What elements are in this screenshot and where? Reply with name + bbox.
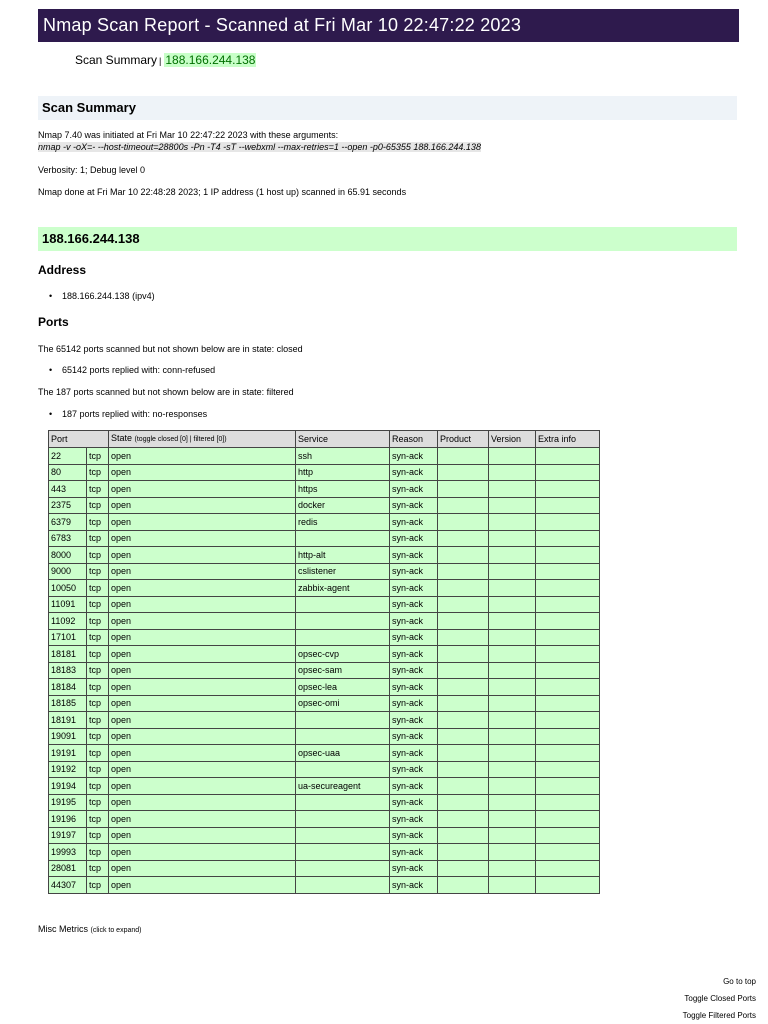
port-reason-cell: syn-ack	[390, 497, 438, 514]
port-proto-cell: tcp	[87, 695, 109, 712]
port-version-cell	[489, 448, 536, 465]
port-state-cell: open	[109, 728, 296, 745]
closed-reason-item: • 65142 ports replied with: conn-refused	[62, 364, 215, 376]
port-version-cell	[489, 695, 536, 712]
port-proto-cell: tcp	[87, 778, 109, 795]
port-reason-cell: syn-ack	[390, 778, 438, 795]
port-state-cell: open	[109, 530, 296, 547]
port-extra-cell	[536, 728, 600, 745]
port-state-cell: open	[109, 646, 296, 663]
port-extra-cell	[536, 679, 600, 696]
port-proto-cell: tcp	[87, 712, 109, 729]
port-port-cell: 6783	[49, 530, 87, 547]
toggle-closed-ports-link[interactable]: Toggle Closed Ports	[684, 994, 756, 1003]
top-nav	[75, 51, 256, 70]
port-product-cell	[438, 613, 489, 630]
port-reason-cell: syn-ack	[390, 877, 438, 894]
port-product-cell	[438, 844, 489, 861]
port-product-cell	[438, 481, 489, 498]
port-version-cell	[489, 596, 536, 613]
port-reason-cell: syn-ack	[390, 464, 438, 481]
port-proto-cell: tcp	[87, 877, 109, 894]
port-product-cell	[438, 679, 489, 696]
port-version-cell	[489, 844, 536, 861]
port-extra-cell	[536, 761, 600, 778]
port-state-cell: open	[109, 877, 296, 894]
port-product-cell	[438, 514, 489, 531]
port-extra-cell	[536, 844, 600, 861]
port-port-cell: 19993	[49, 844, 87, 861]
port-product-cell	[438, 745, 489, 762]
table-row	[49, 877, 600, 894]
port-product-cell	[438, 761, 489, 778]
port-version-cell	[489, 745, 536, 762]
port-reason-cell: syn-ack	[390, 481, 438, 498]
port-version-cell	[489, 497, 536, 514]
port-version-cell	[489, 481, 536, 498]
port-reason-cell: syn-ack	[390, 563, 438, 580]
port-state-cell: open	[109, 679, 296, 696]
port-service-cell: ua-secureagent	[296, 778, 390, 795]
port-service-cell: opsec-uaa	[296, 745, 390, 762]
report-title: Nmap Scan Report - Scanned at Fri Mar 10 22:47:22 2023	[38, 9, 739, 42]
port-version-cell	[489, 464, 536, 481]
go-to-top-link[interactable]: Go to top	[723, 977, 756, 986]
port-product-cell	[438, 877, 489, 894]
table-row	[49, 547, 600, 564]
extra-info-column-header: Extra info	[536, 431, 600, 448]
port-extra-cell	[536, 629, 600, 646]
port-proto-cell: tcp	[87, 662, 109, 679]
port-state-cell: open	[109, 547, 296, 564]
port-version-cell	[489, 761, 536, 778]
port-version-cell	[489, 877, 536, 894]
port-extra-cell	[536, 596, 600, 613]
port-version-cell	[489, 860, 536, 877]
port-port-cell: 19191	[49, 745, 87, 762]
port-port-cell: 19192	[49, 761, 87, 778]
port-port-cell: 19197	[49, 827, 87, 844]
product-column-header: Product	[438, 431, 489, 448]
version-column-header: Version	[489, 431, 536, 448]
port-proto-cell: tcp	[87, 629, 109, 646]
port-service-cell	[296, 827, 390, 844]
reason-column-header: Reason	[390, 431, 438, 448]
port-service-cell	[296, 613, 390, 630]
verbosity-text: Verbosity: 1; Debug level 0	[38, 165, 146, 175]
port-proto-cell: tcp	[87, 580, 109, 597]
port-port-cell: 9000	[49, 563, 87, 580]
port-extra-cell	[536, 514, 600, 531]
table-row	[49, 464, 600, 481]
table-row	[49, 596, 600, 613]
port-state-cell: open	[109, 580, 296, 597]
port-port-cell: 19091	[49, 728, 87, 745]
port-service-cell	[296, 811, 390, 828]
port-state-cell: open	[109, 860, 296, 877]
scan-summary-link[interactable]: Scan Summary	[75, 53, 158, 67]
port-port-cell: 2375	[49, 497, 87, 514]
nav-separator: |	[159, 56, 162, 66]
toggle-filtered-ports-link[interactable]: Toggle Filtered Ports	[682, 1011, 756, 1020]
port-port-cell: 80	[49, 464, 87, 481]
port-product-cell	[438, 497, 489, 514]
port-service-cell: opsec-lea	[296, 679, 390, 696]
port-service-cell: cslistener	[296, 563, 390, 580]
table-row	[49, 481, 600, 498]
port-product-cell	[438, 728, 489, 745]
port-state-cell: open	[109, 629, 296, 646]
port-proto-cell: tcp	[87, 844, 109, 861]
port-service-cell: zabbix-agent	[296, 580, 390, 597]
port-state-cell: open	[109, 778, 296, 795]
port-state-cell: open	[109, 563, 296, 580]
port-service-cell: opsec-sam	[296, 662, 390, 679]
port-extra-cell	[536, 497, 600, 514]
port-port-cell: 10050	[49, 580, 87, 597]
port-state-cell: open	[109, 448, 296, 465]
port-extra-cell	[536, 778, 600, 795]
port-version-cell	[489, 662, 536, 679]
port-port-cell: 18181	[49, 646, 87, 663]
port-state-cell: open	[109, 695, 296, 712]
port-reason-cell: syn-ack	[390, 827, 438, 844]
table-header-row	[49, 431, 600, 448]
table-row	[49, 563, 600, 580]
port-extra-cell	[536, 448, 600, 465]
port-extra-cell	[536, 877, 600, 894]
port-reason-cell: syn-ack	[390, 745, 438, 762]
port-product-cell	[438, 695, 489, 712]
port-reason-cell: syn-ack	[390, 448, 438, 465]
table-row	[49, 827, 600, 844]
filtered-ports-text: The 187 ports scanned but not shown below are in state: filtered	[38, 387, 294, 397]
table-row	[49, 811, 600, 828]
address-item: • 188.166.244.138 (ipv4)	[62, 290, 155, 302]
ports-heading: Ports	[38, 315, 69, 329]
port-version-cell	[489, 778, 536, 795]
port-proto-cell: tcp	[87, 563, 109, 580]
scan-summary-heading: Scan Summary	[38, 96, 737, 120]
port-product-cell	[438, 778, 489, 795]
port-state-cell: open	[109, 596, 296, 613]
port-proto-cell: tcp	[87, 497, 109, 514]
port-state-cell: open	[109, 794, 296, 811]
port-reason-cell: syn-ack	[390, 794, 438, 811]
table-row	[49, 580, 600, 597]
port-service-cell	[296, 596, 390, 613]
port-service-cell	[296, 761, 390, 778]
port-service-cell: http-alt	[296, 547, 390, 564]
port-product-cell	[438, 662, 489, 679]
port-state-cell: open	[109, 514, 296, 531]
port-reason-cell: syn-ack	[390, 811, 438, 828]
port-version-cell	[489, 563, 536, 580]
port-port-cell: 19195	[49, 794, 87, 811]
port-proto-cell: tcp	[87, 794, 109, 811]
misc-metrics-toggle[interactable]	[38, 924, 141, 934]
port-state-cell: open	[109, 844, 296, 861]
port-port-cell: 18185	[49, 695, 87, 712]
port-proto-cell: tcp	[87, 464, 109, 481]
port-proto-cell: tcp	[87, 728, 109, 745]
port-port-cell: 11092	[49, 613, 87, 630]
port-version-cell	[489, 646, 536, 663]
port-reason-cell: syn-ack	[390, 860, 438, 877]
port-service-cell: ssh	[296, 448, 390, 465]
state-header-label: State	[111, 433, 133, 443]
port-reason-cell: syn-ack	[390, 761, 438, 778]
port-extra-cell	[536, 860, 600, 877]
port-proto-cell: tcp	[87, 613, 109, 630]
port-reason-cell: syn-ack	[390, 679, 438, 696]
port-proto-cell: tcp	[87, 481, 109, 498]
table-row	[49, 761, 600, 778]
port-reason-cell: syn-ack	[390, 662, 438, 679]
port-version-cell	[489, 629, 536, 646]
table-row	[49, 530, 600, 547]
port-product-cell	[438, 530, 489, 547]
state-column-header	[109, 431, 296, 448]
port-port-cell: 19196	[49, 811, 87, 828]
port-state-cell: open	[109, 481, 296, 498]
port-port-cell: 6379	[49, 514, 87, 531]
port-service-cell	[296, 728, 390, 745]
port-extra-cell	[536, 547, 600, 564]
port-extra-cell	[536, 662, 600, 679]
scan-arguments: nmap -v -oX=- --host-timeout=28800s -Pn -T4 -sT --webxml --max-retries=1 --open -p0-65355 188.166.244.138	[38, 142, 481, 152]
port-reason-cell: syn-ack	[390, 844, 438, 861]
port-port-cell: 28081	[49, 860, 87, 877]
port-product-cell	[438, 464, 489, 481]
port-proto-cell: tcp	[87, 596, 109, 613]
port-product-cell	[438, 827, 489, 844]
port-version-cell	[489, 580, 536, 597]
port-service-cell: opsec-cvp	[296, 646, 390, 663]
port-product-cell	[438, 860, 489, 877]
port-extra-cell	[536, 481, 600, 498]
port-service-cell	[296, 860, 390, 877]
port-reason-cell: syn-ack	[390, 695, 438, 712]
port-service-cell: opsec-omi	[296, 695, 390, 712]
port-proto-cell: tcp	[87, 646, 109, 663]
initiated-line: Nmap 7.40 was initiated at Fri Mar 10 22:47:22 2023 with these arguments:	[38, 130, 339, 140]
port-reason-cell: syn-ack	[390, 547, 438, 564]
port-state-cell: open	[109, 464, 296, 481]
port-reason-cell: syn-ack	[390, 580, 438, 597]
port-extra-cell	[536, 646, 600, 663]
port-service-cell	[296, 844, 390, 861]
port-proto-cell: tcp	[87, 547, 109, 564]
port-service-cell	[296, 629, 390, 646]
port-service-cell: http	[296, 464, 390, 481]
port-proto-cell: tcp	[87, 530, 109, 547]
misc-metrics-hint: (click to expand)	[90, 927, 142, 934]
port-port-cell: 8000	[49, 547, 87, 564]
port-service-cell	[296, 712, 390, 729]
host-heading: 188.166.244.138	[38, 227, 737, 251]
port-port-cell: 19194	[49, 778, 87, 795]
port-product-cell	[438, 448, 489, 465]
port-version-cell	[489, 547, 536, 564]
port-version-cell	[489, 827, 536, 844]
service-column-header: Service	[296, 431, 390, 448]
port-version-cell	[489, 514, 536, 531]
table-row	[49, 613, 600, 630]
port-port-cell: 44307	[49, 877, 87, 894]
scan-initiated-text	[38, 129, 481, 153]
host-link[interactable]: 188.166.244.138	[165, 53, 256, 67]
port-reason-cell: syn-ack	[390, 712, 438, 729]
state-toggle-links[interactable]: (toggle closed [0] | filtered [0])	[134, 436, 227, 443]
table-row	[49, 728, 600, 745]
port-reason-cell: syn-ack	[390, 596, 438, 613]
port-service-cell	[296, 877, 390, 894]
port-proto-cell: tcp	[87, 827, 109, 844]
table-row	[49, 794, 600, 811]
misc-metrics-label: Misc Metrics	[38, 924, 88, 934]
scan-done-text: Nmap done at Fri Mar 10 22:48:28 2023; 1 IP address (1 host up) scanned in 65.91 seconds	[38, 187, 407, 197]
port-state-cell: open	[109, 811, 296, 828]
port-state-cell: open	[109, 613, 296, 630]
table-row	[49, 778, 600, 795]
table-row	[49, 844, 600, 861]
port-extra-cell	[536, 530, 600, 547]
closed-ports-text: The 65142 ports scanned but not shown below are in state: closed	[38, 344, 303, 354]
table-row	[49, 448, 600, 465]
port-port-cell: 18183	[49, 662, 87, 679]
port-port-cell: 11091	[49, 596, 87, 613]
port-extra-cell	[536, 794, 600, 811]
table-row	[49, 695, 600, 712]
port-extra-cell	[536, 613, 600, 630]
port-proto-cell: tcp	[87, 448, 109, 465]
table-row	[49, 745, 600, 762]
port-product-cell	[438, 811, 489, 828]
port-version-cell	[489, 811, 536, 828]
port-extra-cell	[536, 745, 600, 762]
port-service-cell: docker	[296, 497, 390, 514]
table-row	[49, 497, 600, 514]
port-product-cell	[438, 547, 489, 564]
port-product-cell	[438, 596, 489, 613]
table-row	[49, 514, 600, 531]
port-state-cell: open	[109, 745, 296, 762]
table-row	[49, 646, 600, 663]
port-service-cell	[296, 530, 390, 547]
table-row	[49, 712, 600, 729]
port-reason-cell: syn-ack	[390, 646, 438, 663]
port-version-cell	[489, 530, 536, 547]
port-version-cell	[489, 679, 536, 696]
port-product-cell	[438, 712, 489, 729]
port-product-cell	[438, 794, 489, 811]
port-state-cell: open	[109, 497, 296, 514]
filtered-reason-item: • 187 ports replied with: no-responses	[62, 408, 207, 420]
port-reason-cell: syn-ack	[390, 613, 438, 630]
port-port-cell: 22	[49, 448, 87, 465]
port-proto-cell: tcp	[87, 514, 109, 531]
port-proto-cell: tcp	[87, 745, 109, 762]
port-proto-cell: tcp	[87, 811, 109, 828]
port-extra-cell	[536, 464, 600, 481]
table-row	[49, 629, 600, 646]
port-column-header: Port	[49, 431, 109, 448]
port-extra-cell	[536, 827, 600, 844]
ports-table	[48, 430, 600, 894]
port-port-cell: 17101	[49, 629, 87, 646]
port-service-cell	[296, 794, 390, 811]
table-row	[49, 662, 600, 679]
port-reason-cell: syn-ack	[390, 629, 438, 646]
port-port-cell: 18184	[49, 679, 87, 696]
table-row	[49, 679, 600, 696]
port-state-cell: open	[109, 662, 296, 679]
port-state-cell: open	[109, 761, 296, 778]
port-product-cell	[438, 563, 489, 580]
port-extra-cell	[536, 811, 600, 828]
port-proto-cell: tcp	[87, 679, 109, 696]
port-extra-cell	[536, 580, 600, 597]
port-port-cell: 443	[49, 481, 87, 498]
port-extra-cell	[536, 695, 600, 712]
port-version-cell	[489, 712, 536, 729]
port-port-cell: 18191	[49, 712, 87, 729]
port-reason-cell: syn-ack	[390, 514, 438, 531]
port-reason-cell: syn-ack	[390, 530, 438, 547]
port-extra-cell	[536, 563, 600, 580]
port-extra-cell	[536, 712, 600, 729]
port-version-cell	[489, 613, 536, 630]
port-product-cell	[438, 580, 489, 597]
port-state-cell: open	[109, 712, 296, 729]
port-product-cell	[438, 646, 489, 663]
port-proto-cell: tcp	[87, 761, 109, 778]
address-heading: Address	[38, 263, 87, 277]
port-version-cell	[489, 728, 536, 745]
port-service-cell: https	[296, 481, 390, 498]
port-service-cell: redis	[296, 514, 390, 531]
port-product-cell	[438, 629, 489, 646]
port-proto-cell: tcp	[87, 860, 109, 877]
port-version-cell	[489, 794, 536, 811]
port-reason-cell: syn-ack	[390, 728, 438, 745]
table-row	[49, 860, 600, 877]
port-state-cell: open	[109, 827, 296, 844]
